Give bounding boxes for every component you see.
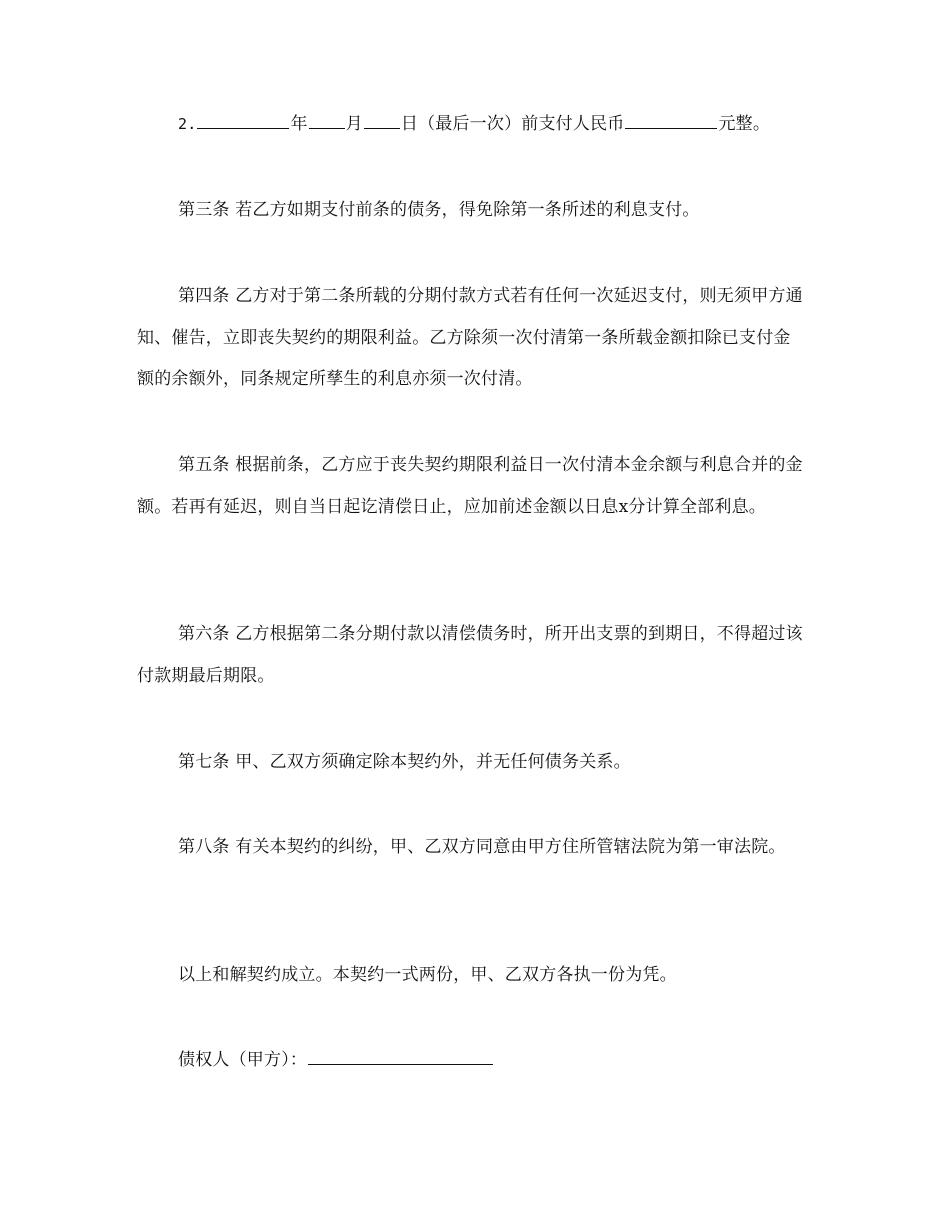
clause-2-year: 年 xyxy=(290,114,308,134)
closing-statement: 以上和解契约成立。本契约一式两份，甲、乙双方各执一份为凭。 xyxy=(178,965,677,985)
clause-2-day-text: 日（最后一次）前支付人民币 xyxy=(400,114,625,134)
clause-2-prefix: 2. xyxy=(178,115,197,133)
amount-blank xyxy=(625,110,717,129)
creditor-label: 债权人（甲方）： xyxy=(178,1050,308,1070)
month-blank xyxy=(309,110,345,129)
clause-3: 第三条 若乙方如期支付前条的债务，得免除第一条所述的利息支付。 xyxy=(178,200,700,220)
clause-2-month: 月 xyxy=(345,114,363,134)
clause-6: 第六条 乙方根据第二条分期付款以清偿债务时，所开出支票的到期日，不得超过该付款期最后期限。 xyxy=(137,624,803,686)
signature-line xyxy=(137,1040,807,1082)
clause-5: 第五条 根据前条，乙方应于丧失契约期限利益日一次付清本金余额与利息合并的金额。若再有延迟，则自当日起讫清偿日止，应加前述金额以日息x分计算全部利息。 xyxy=(137,455,803,517)
clause-7: 第七条 甲、乙双方须确定除本契约外，并无任何债务关系。 xyxy=(178,752,631,772)
clause-2 xyxy=(137,104,807,146)
clause-8: 第八条 有关本契约的纠纷，甲、乙双方同意由甲方住所管辖法院为第一审法院。 xyxy=(178,837,786,857)
creditor-signature-blank xyxy=(308,1046,493,1065)
year-blank xyxy=(197,110,289,129)
clause-4: 第四条 乙方对于第二条所载的分期付款方式若有任何一次延迟支付，则无须甲方通知、催告，立即丧失契约的期限利益。乙方除须一次付清第一条所载金额扣除已支付金额的余额外，同条规定所孳生的利息亦须一次付清。 xyxy=(137,286,803,389)
day-blank xyxy=(364,110,400,129)
clause-2-suffix: 元整。 xyxy=(718,114,771,134)
